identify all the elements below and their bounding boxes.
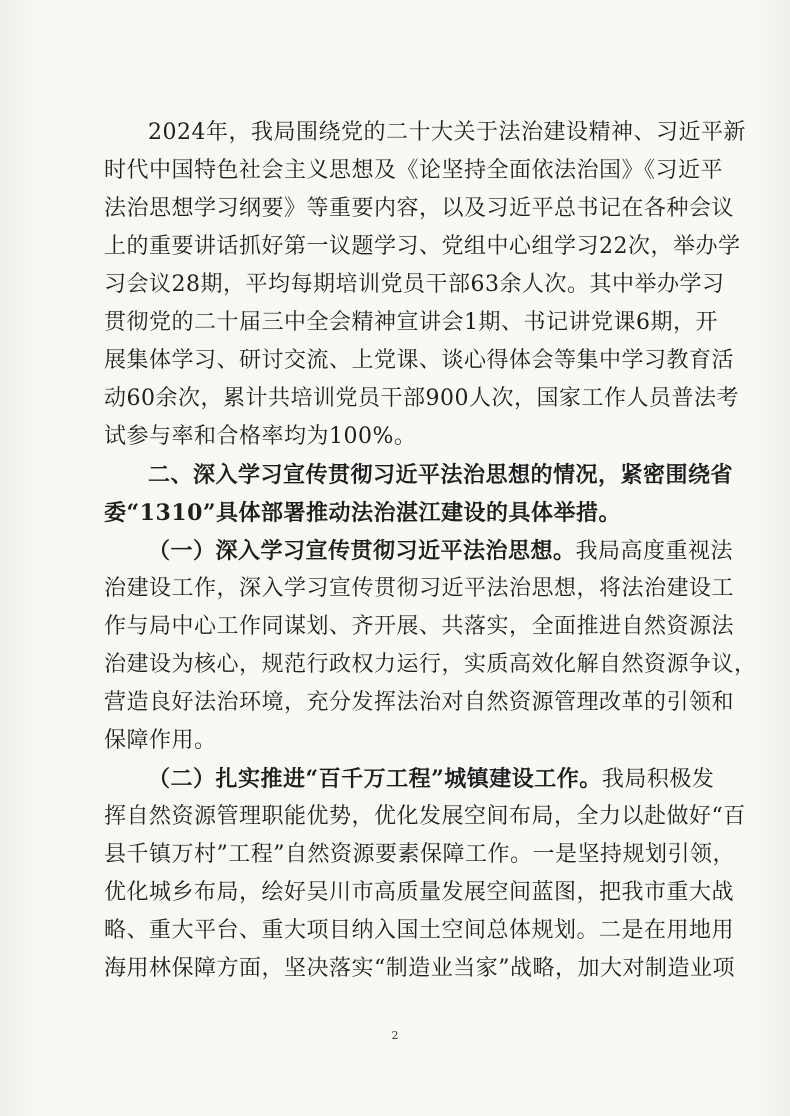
text-line: 治建设为核心，规范行政权力运行，实质高效化解自然资源争议， [104,652,757,677]
text-line: 优化城乡布局，绘好吴川市高质量发展空间蓝图，把我市重大战 [104,880,735,905]
text-line: 县千镇万村”工程”自然资源要素保障工作。一是坚持规划引领， [104,842,735,867]
text-line: 法治思想学习纲要》等重要内容，以及习近平总书记在各种会议 [104,196,735,221]
section-2-paragraph [104,760,746,988]
text-line: 时代中国特色社会主义思想及《论坚持全面依法治国》《习近平 [104,158,724,183]
text-line: 上的重要讲话抓好第一议题学习、党组中心组学习22次，举办学 [104,234,741,259]
section-2-title: （二）扎实推进“百千万工程”城镇建设工作。 [148,766,602,792]
text-line: 作与局中心工作同谋划、齐开展、共落实，全面推进自然资源法 [104,614,735,639]
paragraph-1 [104,114,746,456]
section-2-first-text: 我局积极发 [601,767,715,792]
text-line: 试参与率和合格率均为100%。 [104,424,417,449]
section-heading-2 [104,456,734,532]
page-number: 2 [391,1029,399,1042]
text-line: 治建设工作，深入学习宣传贯彻习近平法治思想，将法治建设工 [104,576,735,601]
text-line: 贯彻党的二十届三中全会精神宣讲会1期、书记讲党课6期，开 [104,310,718,335]
document-body [104,114,757,988]
heading-line: 二、深入学习宣传贯彻习近平法治思想的情况，紧密围绕省 [148,462,734,488]
text-line [104,532,734,570]
text-line: 营造良好法治环境，充分发挥法治对自然资源管理改革的引领和 [104,690,735,715]
text-line: 习会议28期，平均每期培训党员干部63余人次。其中举办学习 [104,272,725,297]
text-line: 动60余次，累计共培训党员干部900人次，国家工作人员普法考 [104,386,739,411]
text-line: 海用林保障方面，坚决落实“制造业当家”战略，加大对制造业项 [104,956,735,981]
text-line: 2024年，我局围绕党的二十大关于法治建设精神、习近平新 [148,120,746,145]
text-line [104,760,715,798]
text-line: 略、重大平台、重大项目纳入国土空间总体规划。二是在用地用 [104,918,735,943]
text-line: 展集体学习、研讨交流、上党课、谈心得体会等集中学习教育活 [104,348,735,373]
text-line: 挥自然资源管理职能优势，优化发展空间布局，全力以赴做好“百 [104,804,746,829]
heading-line: 委“1310”具体部署推动法治湛江建设的具体举措。 [104,500,622,526]
section-1-paragraph [104,532,757,760]
section-1-first-text: 我局高度重视法 [575,539,734,564]
section-1-title: （一）深入学习宣传贯彻习近平法治思想。 [148,538,576,564]
text-line: 保障作用。 [104,728,217,753]
